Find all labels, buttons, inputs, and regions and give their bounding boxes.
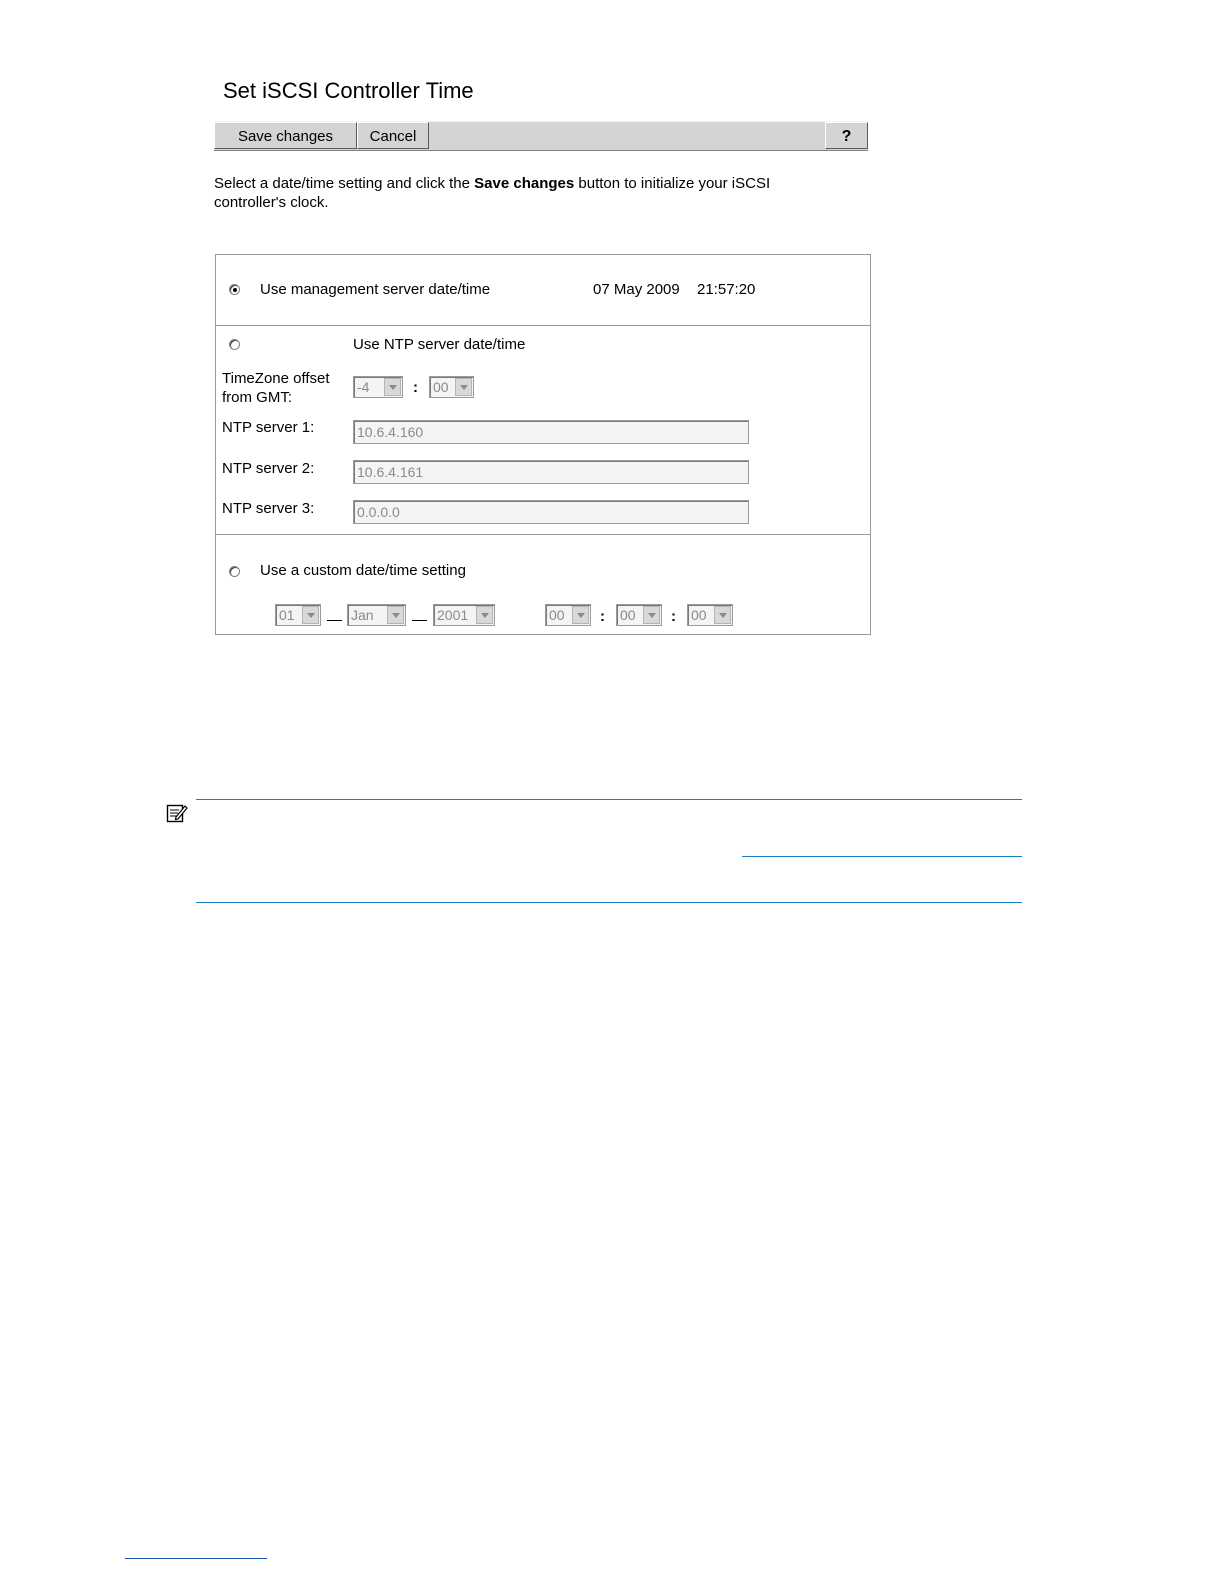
custom-minute-select[interactable]: 00 [616,604,662,626]
chevron-down-icon [714,606,731,624]
ntp-server-label: Use NTP server date/time [353,336,526,353]
timezone-minutes-select[interactable]: 00 [429,376,474,398]
chevron-down-icon [387,606,404,624]
ntp-server-3-input[interactable]: 0.0.0.0 [353,500,749,524]
cancel-button[interactable]: Cancel [357,122,429,149]
ntp-server-1-label: NTP server 1: [222,419,315,436]
custom-hour-select[interactable]: 00 [545,604,591,626]
custom-second-select[interactable]: 00 [687,604,733,626]
help-button[interactable]: ? [825,122,868,149]
radio-custom-datetime[interactable] [229,566,240,577]
dash-separator [327,620,342,621]
colon-separator: : [413,379,418,396]
chevron-down-icon [476,606,493,624]
radio-ntp-server[interactable] [229,339,240,350]
ntp-server-2-label: NTP server 2: [222,460,315,477]
ntp-server-1-input[interactable]: 10.6.4.160 [353,420,749,444]
chevron-down-icon [302,606,319,624]
colon-separator: : [600,608,605,625]
custom-year-select[interactable]: 2001 [433,604,495,626]
divider [216,534,871,535]
ntp-server-2-input[interactable]: 10.6.4.161 [353,460,749,484]
chevron-down-icon [643,606,660,624]
ntp-server-3-label: NTP server 3: [222,500,315,517]
chevron-down-icon [384,378,401,396]
chevron-down-icon [455,378,472,396]
management-server-date: 07 May 2009 [593,281,680,298]
radio-management-server[interactable] [229,284,240,295]
management-server-time: 21:57:20 [697,281,756,298]
link-underline [742,856,1022,857]
timezone-offset-label: TimeZone offset from GMT: [222,370,330,406]
colon-separator: : [671,608,676,625]
footer-rule [125,1558,267,1559]
instructions-text: Select a date/time setting and click the Save changes button to initialize your iSCSI controller's clock. [214,175,771,211]
timezone-hours-select[interactable]: -4 [353,376,403,398]
page-title: Set iSCSI Controller Time [223,78,474,103]
note-pad-icon [166,802,188,824]
chevron-down-icon [572,606,589,624]
divider [216,325,871,326]
toolbar [214,121,868,151]
note-top-rule [196,799,1022,800]
custom-month-select[interactable]: Jan [347,604,406,626]
custom-datetime-label: Use a custom date/time setting [260,562,466,579]
save-changes-button[interactable]: Save changes [214,122,357,149]
dash-separator [412,620,427,621]
note-bottom-rule [196,902,1022,903]
custom-day-select[interactable]: 01 [275,604,321,626]
management-server-label: Use management server date/time [260,281,491,298]
